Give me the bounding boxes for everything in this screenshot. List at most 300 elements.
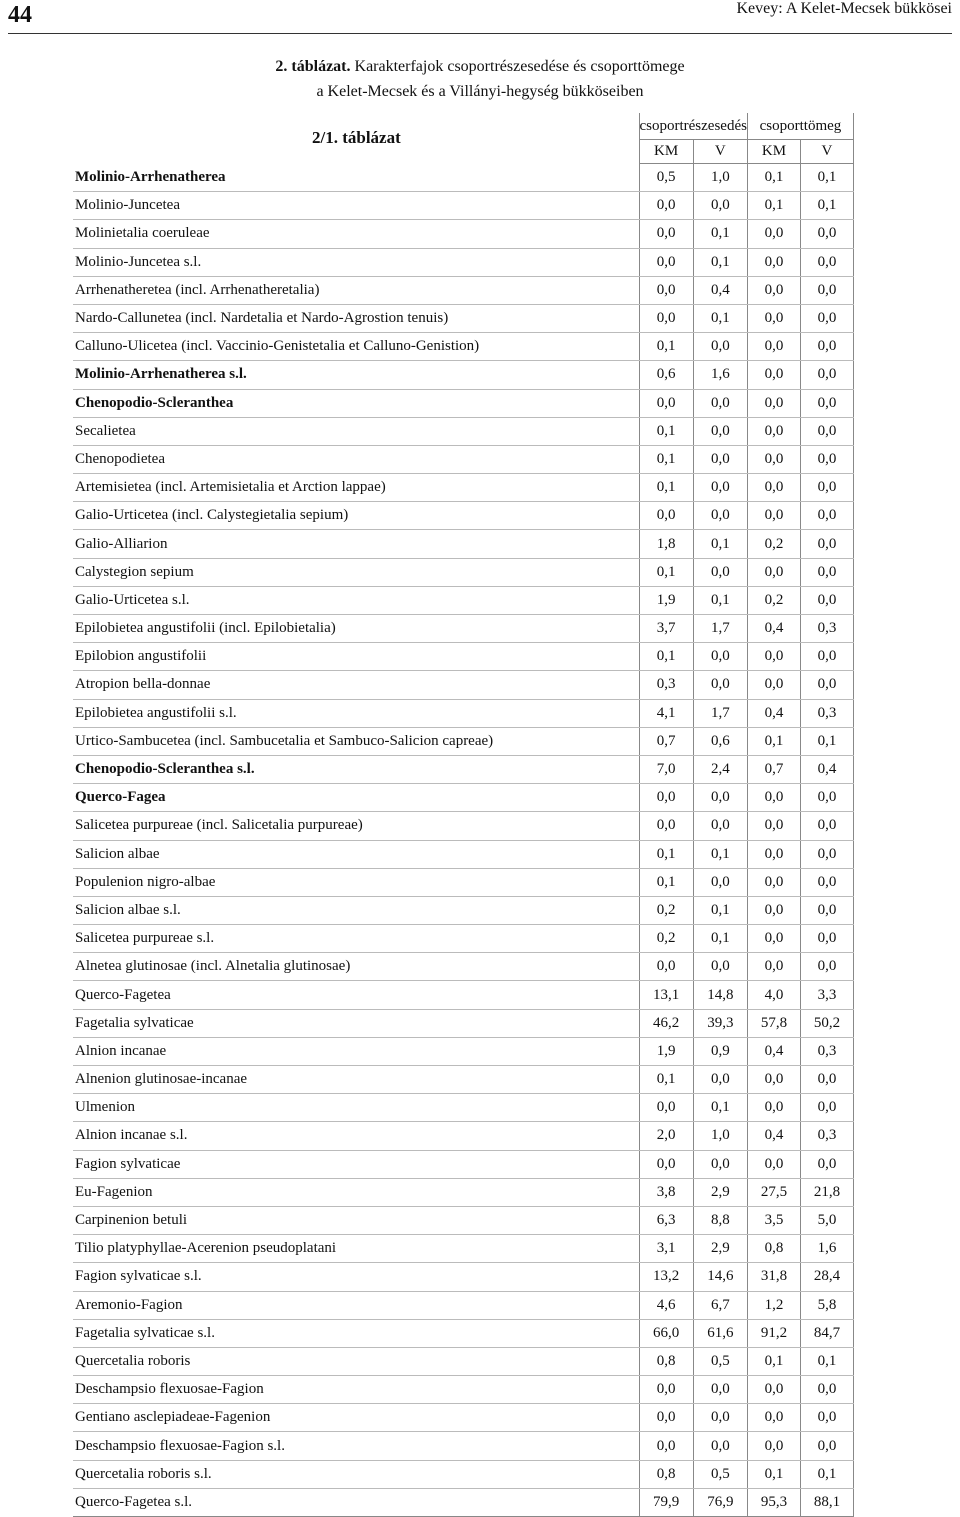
- table-row: [73, 1319, 853, 1347]
- value-v-reszesedes: 0,1: [693, 896, 747, 924]
- value-v-reszesedes: 0,4: [693, 276, 747, 304]
- row-name: Fagetalia sylvaticae: [73, 1009, 639, 1037]
- value-v-reszesedes: 0,0: [693, 953, 747, 981]
- value-v-reszesedes: 0,0: [693, 643, 747, 671]
- table-row: [73, 1488, 853, 1516]
- value-v-reszesedes: 0,0: [693, 333, 747, 361]
- table-row: [73, 1291, 853, 1319]
- value-km-tomeg: 0,0: [747, 502, 800, 530]
- value-km-reszesedes: 0,1: [639, 1066, 693, 1094]
- value-v-reszesedes: 0,0: [693, 1404, 747, 1432]
- value-v-tomeg: 0,0: [800, 502, 853, 530]
- value-km-reszesedes: 0,1: [639, 840, 693, 868]
- col-header-v-1: V: [693, 140, 747, 164]
- value-km-reszesedes: 3,7: [639, 615, 693, 643]
- table-row: [73, 784, 853, 812]
- row-name: Chenopodio-Scleranthea s.l.: [73, 755, 639, 783]
- table-row: [73, 615, 853, 643]
- value-km-reszesedes: 0,0: [639, 192, 693, 220]
- value-km-tomeg: 0,0: [747, 896, 800, 924]
- row-name: Salicetea purpureae (incl. Salicetalia purpureae): [73, 812, 639, 840]
- value-km-reszesedes: 6,3: [639, 1206, 693, 1234]
- row-name: Alnion incanae s.l.: [73, 1122, 639, 1150]
- value-km-tomeg: 0,0: [747, 1094, 800, 1122]
- value-v-reszesedes: 0,0: [693, 558, 747, 586]
- value-km-reszesedes: 0,1: [639, 333, 693, 361]
- table-row: [73, 1178, 853, 1206]
- row-name: Populenion nigro-albae: [73, 868, 639, 896]
- value-v-tomeg: 0,0: [800, 643, 853, 671]
- table-row: [73, 1263, 853, 1291]
- row-name: Quercetalia roboris: [73, 1347, 639, 1375]
- row-name: Fagion sylvaticae: [73, 1150, 639, 1178]
- value-v-tomeg: 0,1: [800, 1460, 853, 1488]
- value-v-tomeg: 0,0: [800, 530, 853, 558]
- value-km-reszesedes: 4,6: [639, 1291, 693, 1319]
- value-v-reszesedes: 0,6: [693, 727, 747, 755]
- row-name: Querco-Fagetea: [73, 981, 639, 1009]
- value-km-tomeg: 4,0: [747, 981, 800, 1009]
- table-row: [73, 1206, 853, 1234]
- value-v-reszesedes: 0,1: [693, 220, 747, 248]
- row-name: Secalietea: [73, 417, 639, 445]
- value-v-reszesedes: 0,0: [693, 389, 747, 417]
- value-km-reszesedes: 79,9: [639, 1488, 693, 1516]
- table-row: [73, 164, 853, 192]
- value-v-reszesedes: 0,0: [693, 417, 747, 445]
- value-km-reszesedes: 0,0: [639, 1150, 693, 1178]
- page-number: 44: [8, 2, 32, 28]
- table-row: [73, 474, 853, 502]
- value-km-tomeg: 31,8: [747, 1263, 800, 1291]
- col-header-km-2: KM: [747, 140, 800, 164]
- caption-label: 2. táblázat.: [275, 58, 351, 75]
- table-row: [73, 981, 853, 1009]
- value-v-tomeg: 5,8: [800, 1291, 853, 1319]
- row-name: Atropion bella-donnae: [73, 671, 639, 699]
- value-km-reszesedes: 0,0: [639, 812, 693, 840]
- row-name: Galio-Alliarion: [73, 530, 639, 558]
- value-km-tomeg: 0,0: [747, 868, 800, 896]
- table-caption: [0, 58, 960, 76]
- value-km-reszesedes: 0,1: [639, 474, 693, 502]
- value-km-tomeg: 0,0: [747, 361, 800, 389]
- value-km-tomeg: 0,8: [747, 1235, 800, 1263]
- value-v-tomeg: 0,0: [800, 1094, 853, 1122]
- value-km-reszesedes: 2,0: [639, 1122, 693, 1150]
- value-km-tomeg: 0,0: [747, 248, 800, 276]
- value-v-tomeg: 5,0: [800, 1206, 853, 1234]
- value-km-reszesedes: 4,1: [639, 699, 693, 727]
- table-row: [73, 1122, 853, 1150]
- value-km-reszesedes: 0,3: [639, 671, 693, 699]
- value-km-tomeg: 0,4: [747, 1122, 800, 1150]
- row-name: Molinio-Arrhenatherea: [73, 164, 639, 192]
- row-name: Calystegion sepium: [73, 558, 639, 586]
- table-row: [73, 502, 853, 530]
- value-v-tomeg: 0,0: [800, 1376, 853, 1404]
- value-v-reszesedes: 0,0: [693, 1432, 747, 1460]
- page-header: [8, 0, 952, 34]
- value-km-reszesedes: 0,1: [639, 643, 693, 671]
- value-v-reszesedes: 1,0: [693, 1122, 747, 1150]
- table-row: [73, 1150, 853, 1178]
- value-v-tomeg: 0,3: [800, 1122, 853, 1150]
- table-row: [73, 1460, 853, 1488]
- value-v-reszesedes: 1,0: [693, 164, 747, 192]
- value-v-reszesedes: 14,8: [693, 981, 747, 1009]
- value-km-reszesedes: 0,0: [639, 784, 693, 812]
- table-row: [73, 868, 853, 896]
- value-v-reszesedes: 0,0: [693, 784, 747, 812]
- row-name: Nardo-Callunetea (incl. Nardetalia et Nardo-Agrostion tenuis): [73, 304, 639, 332]
- value-v-tomeg: 88,1: [800, 1488, 853, 1516]
- value-v-tomeg: 84,7: [800, 1319, 853, 1347]
- value-km-tomeg: 91,2: [747, 1319, 800, 1347]
- row-name: Querco-Fagetea s.l.: [73, 1488, 639, 1516]
- value-km-reszesedes: 1,8: [639, 530, 693, 558]
- col-header-km-1: KM: [639, 140, 693, 164]
- row-name: Deschampsio flexuosae-Fagion: [73, 1376, 639, 1404]
- value-km-tomeg: 0,1: [747, 192, 800, 220]
- table-body: [73, 164, 853, 1517]
- value-km-reszesedes: 0,0: [639, 304, 693, 332]
- value-v-tomeg: 0,0: [800, 925, 853, 953]
- value-km-reszesedes: 0,0: [639, 502, 693, 530]
- value-km-tomeg: 0,0: [747, 1432, 800, 1460]
- value-v-tomeg: 0,0: [800, 445, 853, 473]
- value-km-reszesedes: 0,0: [639, 220, 693, 248]
- value-km-tomeg: 57,8: [747, 1009, 800, 1037]
- value-v-reszesedes: 6,7: [693, 1291, 747, 1319]
- value-v-reszesedes: 0,0: [693, 192, 747, 220]
- table-caption-line2: a Kelet-Mecsek és a Villányi-hegység bükköseiben: [316, 83, 644, 100]
- group-header-csoporttomeg: csoporttömeg: [747, 113, 853, 140]
- value-v-reszesedes: 14,6: [693, 1263, 747, 1291]
- value-v-tomeg: 0,0: [800, 671, 853, 699]
- value-km-tomeg: 0,0: [747, 333, 800, 361]
- row-name: Alnion incanae: [73, 1037, 639, 1065]
- value-km-reszesedes: 3,8: [639, 1178, 693, 1206]
- value-v-reszesedes: 0,5: [693, 1460, 747, 1488]
- col-header-v-2: V: [800, 140, 853, 164]
- row-name: Gentiano asclepiadeae-Fagenion: [73, 1404, 639, 1432]
- value-km-reszesedes: 46,2: [639, 1009, 693, 1037]
- value-v-tomeg: 0,4: [800, 755, 853, 783]
- value-v-tomeg: 0,0: [800, 220, 853, 248]
- table-row: [73, 586, 853, 614]
- value-v-tomeg: 0,0: [800, 1404, 853, 1432]
- value-v-tomeg: 0,0: [800, 558, 853, 586]
- table-row: [73, 1432, 853, 1460]
- value-km-reszesedes: 66,0: [639, 1319, 693, 1347]
- value-km-reszesedes: 13,2: [639, 1263, 693, 1291]
- table-row: [73, 671, 853, 699]
- table-row: [73, 276, 853, 304]
- value-v-reszesedes: 0,1: [693, 840, 747, 868]
- table-row: [73, 699, 853, 727]
- value-v-tomeg: 0,0: [800, 248, 853, 276]
- group-header-csoportreszesedes: csoportrészesedés: [639, 113, 747, 140]
- running-title: Kevey: A Kelet-Mecsek bükkösei: [736, 0, 952, 17]
- value-v-tomeg: 0,0: [800, 868, 853, 896]
- value-v-tomeg: 0,1: [800, 1347, 853, 1375]
- row-name: Molinietalia coeruleae: [73, 220, 639, 248]
- row-name: Molinio-Arrhenatherea s.l.: [73, 361, 639, 389]
- value-v-tomeg: 50,2: [800, 1009, 853, 1037]
- value-v-tomeg: 0,0: [800, 276, 853, 304]
- table-row: [73, 1009, 853, 1037]
- row-name: Chenopodietea: [73, 445, 639, 473]
- value-km-tomeg: 0,0: [747, 671, 800, 699]
- value-km-reszesedes: 0,1: [639, 417, 693, 445]
- value-v-tomeg: 0,0: [800, 784, 853, 812]
- value-km-reszesedes: 0,0: [639, 1094, 693, 1122]
- table-row: [73, 840, 853, 868]
- value-v-tomeg: 28,4: [800, 1263, 853, 1291]
- value-km-tomeg: 0,0: [747, 840, 800, 868]
- value-v-tomeg: 0,0: [800, 1150, 853, 1178]
- value-v-tomeg: 0,0: [800, 840, 853, 868]
- value-km-tomeg: 0,0: [747, 1150, 800, 1178]
- value-v-tomeg: 3,3: [800, 981, 853, 1009]
- value-km-reszesedes: 0,2: [639, 925, 693, 953]
- table-row: [73, 812, 853, 840]
- value-km-reszesedes: 0,0: [639, 276, 693, 304]
- table-row: [73, 558, 853, 586]
- value-v-tomeg: 0,3: [800, 699, 853, 727]
- value-km-reszesedes: 13,1: [639, 981, 693, 1009]
- table-row: [73, 361, 853, 389]
- value-km-tomeg: 0,1: [747, 727, 800, 755]
- value-v-tomeg: 0,1: [800, 164, 853, 192]
- value-v-reszesedes: 76,9: [693, 1488, 747, 1516]
- table-row: [73, 530, 853, 558]
- table-row: [73, 1235, 853, 1263]
- row-name: Salicion albae s.l.: [73, 896, 639, 924]
- table-row: [73, 417, 853, 445]
- value-v-reszesedes: 1,6: [693, 361, 747, 389]
- value-km-tomeg: 0,0: [747, 953, 800, 981]
- value-v-tomeg: 0,3: [800, 615, 853, 643]
- value-v-reszesedes: 0,1: [693, 530, 747, 558]
- value-v-reszesedes: 0,1: [693, 304, 747, 332]
- table-row: [73, 1404, 853, 1432]
- value-km-tomeg: 0,0: [747, 445, 800, 473]
- value-v-reszesedes: 2,4: [693, 755, 747, 783]
- row-name: Urtico-Sambucetea (incl. Sambucetalia et Sambuco-Salicion capreae): [73, 727, 639, 755]
- value-km-reszesedes: 3,1: [639, 1235, 693, 1263]
- value-km-reszesedes: 0,8: [639, 1347, 693, 1375]
- row-name: Epilobion angustifolii: [73, 643, 639, 671]
- value-v-reszesedes: 0,5: [693, 1347, 747, 1375]
- value-km-tomeg: 0,2: [747, 530, 800, 558]
- value-km-tomeg: 27,5: [747, 1178, 800, 1206]
- value-km-reszesedes: 0,1: [639, 445, 693, 473]
- value-v-reszesedes: 0,0: [693, 474, 747, 502]
- row-name: Galio-Urticetea (incl. Calystegietalia sepium): [73, 502, 639, 530]
- row-name: Carpinenion betuli: [73, 1206, 639, 1234]
- value-v-reszesedes: 0,9: [693, 1037, 747, 1065]
- value-km-tomeg: 0,0: [747, 417, 800, 445]
- value-km-tomeg: 0,0: [747, 220, 800, 248]
- table-row: [73, 445, 853, 473]
- value-km-tomeg: 0,0: [747, 304, 800, 332]
- row-name: Deschampsio flexuosae-Fagion s.l.: [73, 1432, 639, 1460]
- value-km-reszesedes: 0,0: [639, 1432, 693, 1460]
- row-name: Arrhenatheretea (incl. Arrhenatheretalia): [73, 276, 639, 304]
- table-row: [73, 1347, 853, 1375]
- value-km-tomeg: 0,4: [747, 1037, 800, 1065]
- table-row: [73, 953, 853, 981]
- table-row: [73, 389, 853, 417]
- value-km-reszesedes: 0,8: [639, 1460, 693, 1488]
- value-v-tomeg: 0,0: [800, 333, 853, 361]
- value-v-reszesedes: 0,0: [693, 445, 747, 473]
- table-row: [73, 727, 853, 755]
- value-v-reszesedes: 39,3: [693, 1009, 747, 1037]
- row-name: Fagetalia sylvaticae s.l.: [73, 1319, 639, 1347]
- value-v-tomeg: 0,1: [800, 192, 853, 220]
- value-km-reszesedes: 0,1: [639, 868, 693, 896]
- value-v-reszesedes: 0,1: [693, 1094, 747, 1122]
- value-v-reszesedes: 2,9: [693, 1235, 747, 1263]
- row-name: Epilobietea angustifolii (incl. Epilobietalia): [73, 615, 639, 643]
- table-row: [73, 925, 853, 953]
- value-km-reszesedes: 0,0: [639, 248, 693, 276]
- value-km-tomeg: 0,0: [747, 643, 800, 671]
- value-v-tomeg: 0,0: [800, 474, 853, 502]
- value-v-tomeg: 0,0: [800, 361, 853, 389]
- value-km-tomeg: 0,0: [747, 812, 800, 840]
- row-name: Calluno-Ulicetea (incl. Vaccinio-Genistetalia et Calluno-Genistion): [73, 333, 639, 361]
- value-v-reszesedes: 0,0: [693, 812, 747, 840]
- value-v-reszesedes: 1,7: [693, 615, 747, 643]
- value-km-tomeg: 0,1: [747, 164, 800, 192]
- table-row: [73, 192, 853, 220]
- row-name: Epilobietea angustifolii s.l.: [73, 699, 639, 727]
- caption-title: Karakterfajok csoportrészesedése és csoporttömege: [350, 58, 685, 75]
- value-v-tomeg: 0,0: [800, 586, 853, 614]
- value-v-reszesedes: 61,6: [693, 1319, 747, 1347]
- value-km-reszesedes: 1,9: [639, 586, 693, 614]
- subtable-title: 2/1. táblázat: [312, 128, 401, 148]
- table-row: [73, 248, 853, 276]
- row-name: Galio-Urticetea s.l.: [73, 586, 639, 614]
- value-v-reszesedes: 0,1: [693, 925, 747, 953]
- value-v-tomeg: 21,8: [800, 1178, 853, 1206]
- row-name: Quercetalia roboris s.l.: [73, 1460, 639, 1488]
- value-km-tomeg: 0,4: [747, 699, 800, 727]
- value-v-reszesedes: 0,0: [693, 1150, 747, 1178]
- value-km-tomeg: 0,0: [747, 1376, 800, 1404]
- value-km-reszesedes: 0,0: [639, 389, 693, 417]
- row-name: Aremonio-Fagion: [73, 1291, 639, 1319]
- row-name: Salicion albae: [73, 840, 639, 868]
- value-v-tomeg: 1,6: [800, 1235, 853, 1263]
- value-km-reszesedes: 0,5: [639, 164, 693, 192]
- value-v-tomeg: 0,3: [800, 1037, 853, 1065]
- value-km-reszesedes: 0,2: [639, 896, 693, 924]
- value-v-reszesedes: 0,1: [693, 586, 747, 614]
- value-km-reszesedes: 0,1: [639, 558, 693, 586]
- value-km-reszesedes: 0,6: [639, 361, 693, 389]
- value-km-tomeg: 0,2: [747, 586, 800, 614]
- value-km-tomeg: 0,0: [747, 925, 800, 953]
- value-km-tomeg: 0,0: [747, 389, 800, 417]
- value-km-tomeg: 0,0: [747, 1404, 800, 1432]
- value-km-reszesedes: 1,9: [639, 1037, 693, 1065]
- value-v-tomeg: 0,0: [800, 896, 853, 924]
- row-name: Querco-Fagea: [73, 784, 639, 812]
- value-km-tomeg: 0,0: [747, 558, 800, 586]
- row-name: Ulmenion: [73, 1094, 639, 1122]
- value-km-tomeg: 0,0: [747, 276, 800, 304]
- value-v-reszesedes: 2,9: [693, 1178, 747, 1206]
- value-km-tomeg: 0,0: [747, 1066, 800, 1094]
- header-row-groups: [73, 113, 853, 140]
- value-km-reszesedes: 0,0: [639, 1376, 693, 1404]
- value-v-tomeg: 0,0: [800, 953, 853, 981]
- table-row: [73, 1037, 853, 1065]
- data-table-wrapper: [73, 113, 854, 1517]
- value-km-reszesedes: 0,7: [639, 727, 693, 755]
- row-name: Alnenion glutinosae-incanae: [73, 1066, 639, 1094]
- table-row: [73, 1066, 853, 1094]
- table-row: [73, 755, 853, 783]
- value-km-tomeg: 1,2: [747, 1291, 800, 1319]
- value-v-tomeg: 0,0: [800, 304, 853, 332]
- value-v-tomeg: 0,1: [800, 727, 853, 755]
- table-row: [73, 896, 853, 924]
- value-v-reszesedes: 8,8: [693, 1206, 747, 1234]
- row-name: Salicetea purpureae s.l.: [73, 925, 639, 953]
- row-name: Molinio-Juncetea: [73, 192, 639, 220]
- value-km-tomeg: 0,1: [747, 1347, 800, 1375]
- row-name: Alnetea glutinosae (incl. Alnetalia glutinosae): [73, 953, 639, 981]
- value-km-tomeg: 0,0: [747, 784, 800, 812]
- row-name: Molinio-Juncetea s.l.: [73, 248, 639, 276]
- value-km-reszesedes: 0,0: [639, 1404, 693, 1432]
- row-name: Artemisietea (incl. Artemisietalia et Arction lappae): [73, 474, 639, 502]
- value-v-reszesedes: 0,0: [693, 1376, 747, 1404]
- value-km-tomeg: 0,0: [747, 474, 800, 502]
- value-v-reszesedes: 0,0: [693, 502, 747, 530]
- value-v-tomeg: 0,0: [800, 389, 853, 417]
- value-v-reszesedes: 0,0: [693, 1066, 747, 1094]
- table-row: [73, 333, 853, 361]
- table-row: [73, 220, 853, 248]
- value-km-tomeg: 0,4: [747, 615, 800, 643]
- value-km-reszesedes: 0,0: [639, 953, 693, 981]
- table-row: [73, 1376, 853, 1404]
- value-v-reszesedes: 0,0: [693, 671, 747, 699]
- value-v-tomeg: 0,0: [800, 1066, 853, 1094]
- value-v-reszesedes: 0,1: [693, 248, 747, 276]
- value-v-tomeg: 0,0: [800, 417, 853, 445]
- value-km-tomeg: 95,3: [747, 1488, 800, 1516]
- row-name: Chenopodio-Scleranthea: [73, 389, 639, 417]
- table-row: [73, 643, 853, 671]
- row-name: Tilio platyphyllae-Acerenion pseudoplatani: [73, 1235, 639, 1263]
- value-km-tomeg: 0,1: [747, 1460, 800, 1488]
- value-km-tomeg: 3,5: [747, 1206, 800, 1234]
- value-v-reszesedes: 0,0: [693, 868, 747, 896]
- value-km-reszesedes: 7,0: [639, 755, 693, 783]
- value-v-tomeg: 0,0: [800, 1432, 853, 1460]
- row-name: Fagion sylvaticae s.l.: [73, 1263, 639, 1291]
- data-table: [73, 113, 854, 1517]
